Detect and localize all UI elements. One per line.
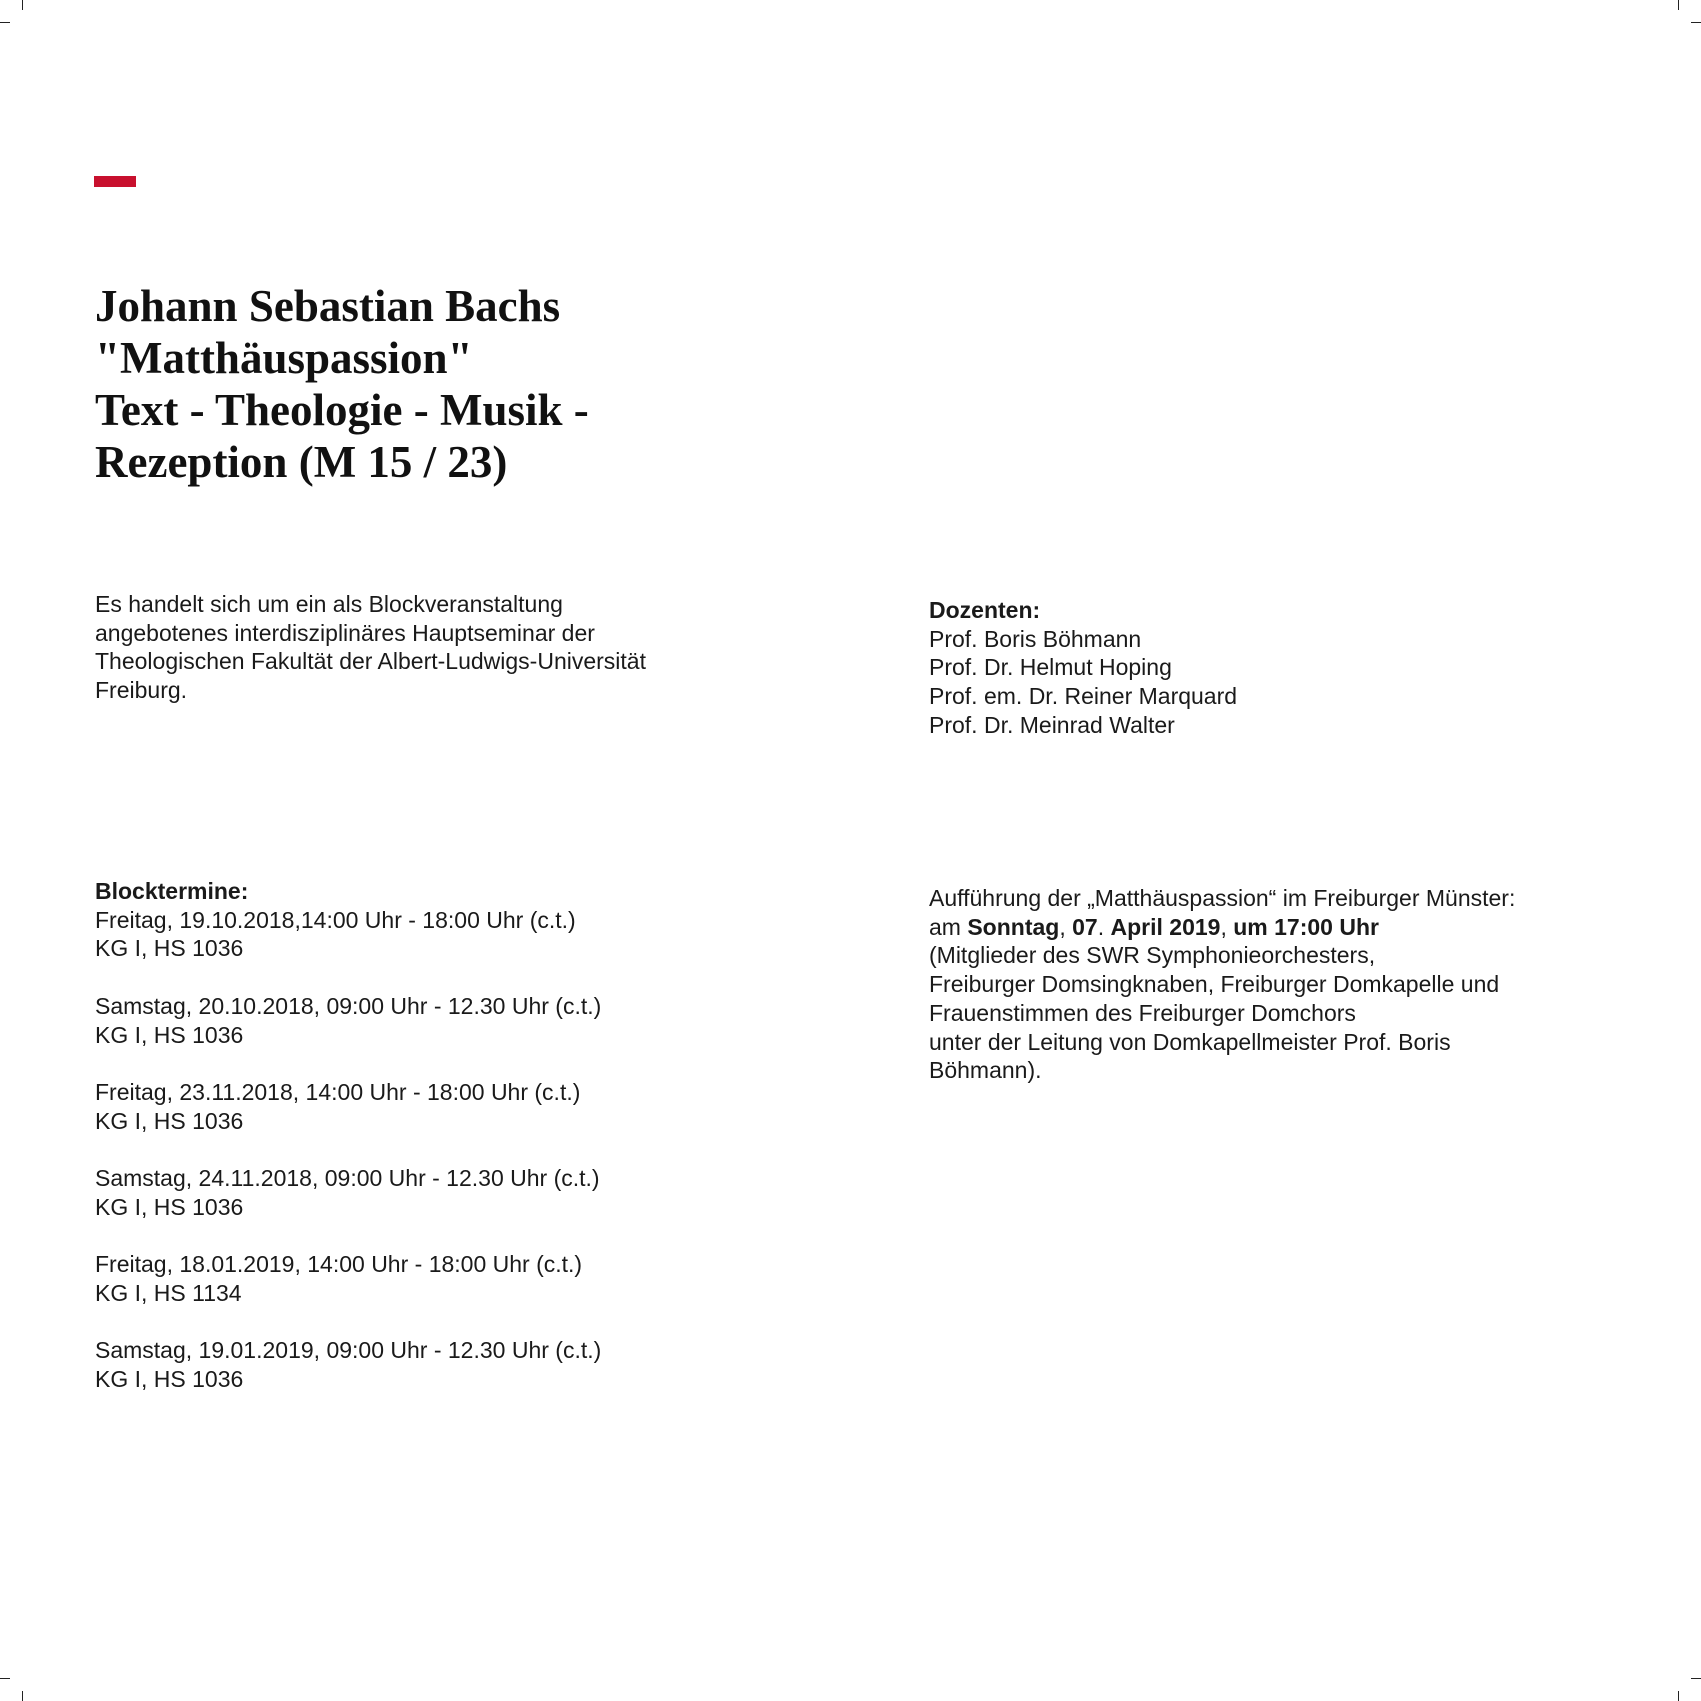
accent-bar — [94, 176, 136, 187]
crop-mark-bottom-right-h — [1691, 1678, 1701, 1679]
performance-sep: , — [1059, 913, 1073, 940]
crop-mark-bottom-left-v — [22, 1691, 23, 1701]
session-when: Samstag, 24.11.2018, 09:00 Uhr - 12.30 Uhr (c.t.) — [95, 1164, 600, 1191]
session-when: Samstag, 19.01.2019, 09:00 Uhr - 12.30 Uhr (c.t.) — [95, 1337, 602, 1364]
session-room: KG I, HS 1036 — [95, 1365, 244, 1392]
performance-month: April 2019 — [1110, 913, 1221, 940]
title-line: Rezeption (M 15 / 23) — [95, 437, 508, 487]
crop-mark-bottom-left-h — [0, 1678, 10, 1679]
session-room: KG I, HS 1036 — [95, 935, 244, 962]
crop-mark-bottom-right-v — [1678, 1691, 1679, 1701]
session-item — [95, 1164, 601, 1221]
crop-mark-top-left-v — [22, 0, 23, 10]
lecturer-name: Prof. Dr. Meinrad Walter — [929, 711, 1175, 738]
crop-mark-top-right-v — [1678, 0, 1679, 10]
intro-line: Es handelt sich um ein als Blockveranstaltung — [95, 591, 563, 617]
session-item — [95, 906, 601, 963]
performance-date-line — [929, 913, 1515, 942]
intro-line: Theologischen Fakultät der Albert-Ludwigs-Universität — [95, 648, 646, 675]
performance-detail-line: Böhmann). — [929, 1057, 1042, 1084]
sessions-section — [95, 877, 601, 1422]
session-item — [95, 1336, 601, 1393]
session-item — [95, 992, 601, 1049]
performance-date: 07 — [1072, 913, 1098, 940]
performance-detail-line: (Mitglieder des SWR Symphonieorchesters, — [929, 942, 1376, 969]
session-when: Freitag, 19.10.2018,14:00 Uhr - 18:00 Uhr (c.t.) — [95, 906, 576, 933]
crop-mark-top-left-h — [0, 22, 10, 23]
intro-line: angebotenes interdisziplinäres Hauptseminar der — [95, 619, 595, 646]
performance-date-prefix: am — [929, 913, 968, 940]
performance-detail-line: unter der Leitung von Domkapellmeister Prof. Boris — [929, 1028, 1451, 1055]
sessions-label: Blocktermine: — [95, 878, 249, 904]
performance-detail-line: Frauenstimmen des Freiburger Domchors — [929, 999, 1356, 1026]
crop-mark-top-right-h — [1691, 22, 1701, 23]
performance-time: um 17:00 Uhr — [1233, 913, 1379, 940]
lecturer-name: Prof. em. Dr. Reiner Marquard — [929, 683, 1238, 710]
session-item — [95, 1078, 601, 1135]
session-when: Freitag, 18.01.2019, 14:00 Uhr - 18:00 Uhr (c.t.) — [95, 1251, 583, 1278]
session-room: KG I, HS 1036 — [95, 1193, 244, 1220]
performance-section — [929, 884, 1515, 1085]
session-when: Samstag, 20.10.2018, 09:00 Uhr - 12.30 Uhr (c.t.) — [95, 992, 602, 1019]
performance-sep: . — [1097, 913, 1111, 940]
session-room: KG I, HS 1134 — [95, 1279, 242, 1306]
intro-line: Freiburg. — [95, 677, 188, 704]
lecturers-section — [929, 596, 1237, 740]
intro-paragraph — [95, 590, 735, 705]
performance-detail-line: Freiburger Domsingknaben, Freiburger Domkapelle und — [929, 971, 1500, 998]
session-item — [95, 1250, 601, 1307]
lecturer-name: Prof. Boris Böhmann — [929, 625, 1142, 652]
page-title — [95, 280, 589, 488]
title-line: Johann Sebastian Bachs — [95, 281, 561, 331]
session-when: Freitag, 23.11.2018, 14:00 Uhr - 18:00 Uhr (c.t.) — [95, 1078, 581, 1105]
title-line: Text - Theologie - Musik - — [95, 385, 589, 435]
lecturers-label: Dozenten: — [929, 597, 1041, 623]
performance-heading: Aufführung der „Matthäuspassion“ im Freiburger Münster: — [929, 885, 1516, 911]
session-room: KG I, HS 1036 — [95, 1021, 244, 1048]
performance-day: Sonntag — [967, 913, 1060, 940]
performance-sep: , — [1220, 913, 1234, 940]
session-room: KG I, HS 1036 — [95, 1107, 244, 1134]
title-line: "Matthäuspassion" — [95, 333, 473, 383]
lecturer-name: Prof. Dr. Helmut Hoping — [929, 654, 1172, 681]
